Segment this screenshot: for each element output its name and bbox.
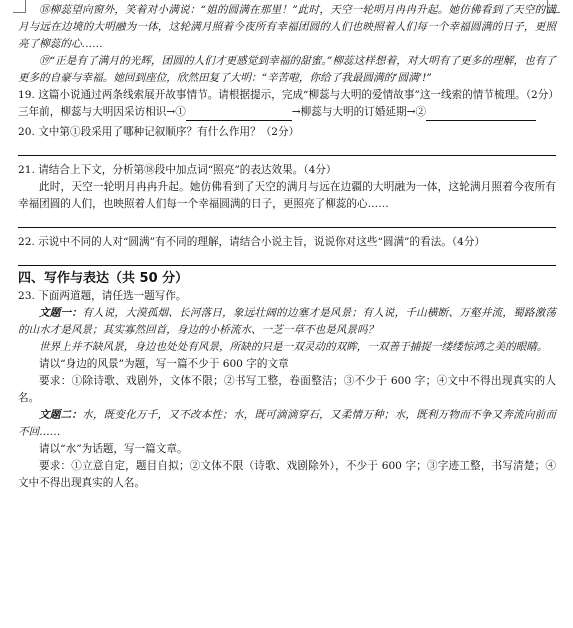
question-21-quote: 此时，天空一轮明月冉冉升起。她仿佛看到了天空的满月与远在边疆的大明融为一体，这轮满月照着今夜所有幸福团圆的人们，也映照着人们每一个幸福圆满的日子，更照亮了柳蕊的心……	[18, 181, 556, 210]
topic-2	[18, 407, 556, 441]
topic-1-prompt: 请以“身边的风景”为题，写一篇不少于 600 字的文章	[39, 358, 289, 370]
question-23: 23. 下面两道题，请任选一题写作。	[18, 290, 187, 302]
q19-fill-prefix: 三年前，柳蕊与大明因采访相识→①	[18, 106, 186, 118]
answer-blank-2[interactable]	[426, 108, 536, 121]
paragraph-18: ⑱柳蕊望向窗外，笑着对小满说：“姐的圆满在那里！”此时，天空一轮明月冉冉升起。她仿佛看到了天空的满月与远在边境的大明融为一体，这轮满月照着今夜所有幸福团圆的人们也映照着人们每一个幸福圆满的日子，更照亮了柳蕊的心……	[18, 4, 556, 50]
question-21: 21. 请结合上下文，分析第⑱段中加点词“照亮”的表达效果。（4分）	[18, 164, 337, 176]
question-19-fill-row	[18, 104, 556, 121]
topic-2-text: 水，既变化万千，又不改本性；水，既可滴滴穿石，又柔情万种；水，既利万物而不争又奔流向前而不回……	[18, 409, 557, 438]
answer-line-22[interactable]	[18, 251, 556, 266]
paragraph-19: ⑲“正是有了满月的光辉，团圆的人们才更感觉到幸福的甜蜜。”柳蕊这样想着，对大明有了更多的理解，也有了更多的自豪与幸福。她回到座位，欣然田复了大明：“辛苦啦，你给了我最圆满的‘圆满’!”	[18, 55, 556, 84]
answer-line-21[interactable]	[18, 213, 556, 228]
question-19: 19. 这篇小说通过两条线索展开故事情节。请根据提示，完成“柳蕊与大明的爱情故事”这一线索的情节梳理。（2分）	[18, 89, 559, 101]
answer-blank-1[interactable]	[186, 108, 292, 121]
section-4-title: 四、写作与表达（共 50 分）	[18, 271, 189, 286]
topic-1-requirements: 要求：①除诗歌、戏剧外，文体不限；②书写工整，卷面整洁；③不少于 600 字；④文中不得出现真实的人名。	[18, 375, 556, 404]
topic-2-prompt: 请以“水”为话题，写一篇文章。	[39, 443, 188, 455]
answer-line-20[interactable]	[18, 141, 556, 156]
question-20: 20. 文中第①段采用了哪种记叙顺序？有什么作用？（2分）	[18, 126, 300, 138]
question-22: 22. 示说中不同的人对“圆满”有不同的理解，请结合小说主旨，说说你对这些“圆满”的看法。（4分）	[18, 236, 486, 248]
topic-1-text-2: 世界上并不缺风景，身边也处处有风景，所缺的只是一双灵动的双眸，一双善于捕捉一缕缕惊鸿之美的眼睛。	[39, 341, 548, 353]
topic-1-label: 文题一：	[39, 307, 83, 319]
exam-page	[18, 2, 559, 492]
topic-2-label: 文题二：	[39, 409, 83, 421]
q19-fill-middle: →柳蕊与大明的订婚延期→②	[291, 106, 427, 118]
topic-2-requirements: 要求：①立意自定，题目自拟；②文体不限（诗歌、戏剧除外），不少于 600 字；③字迹工整，书写清楚；④文中不得出现真实的人名。	[18, 460, 556, 489]
topic-1-text: 有人说，大漠孤烟、长河落日，象远壮阔的边塞才是风景；有人说，千山横断、万壑并流，蜀路激荡的山水才是风景；其实寡然回首，身边的小桥流水、一芝一草不也是风景吗？	[18, 307, 557, 336]
topic-1	[18, 305, 556, 339]
